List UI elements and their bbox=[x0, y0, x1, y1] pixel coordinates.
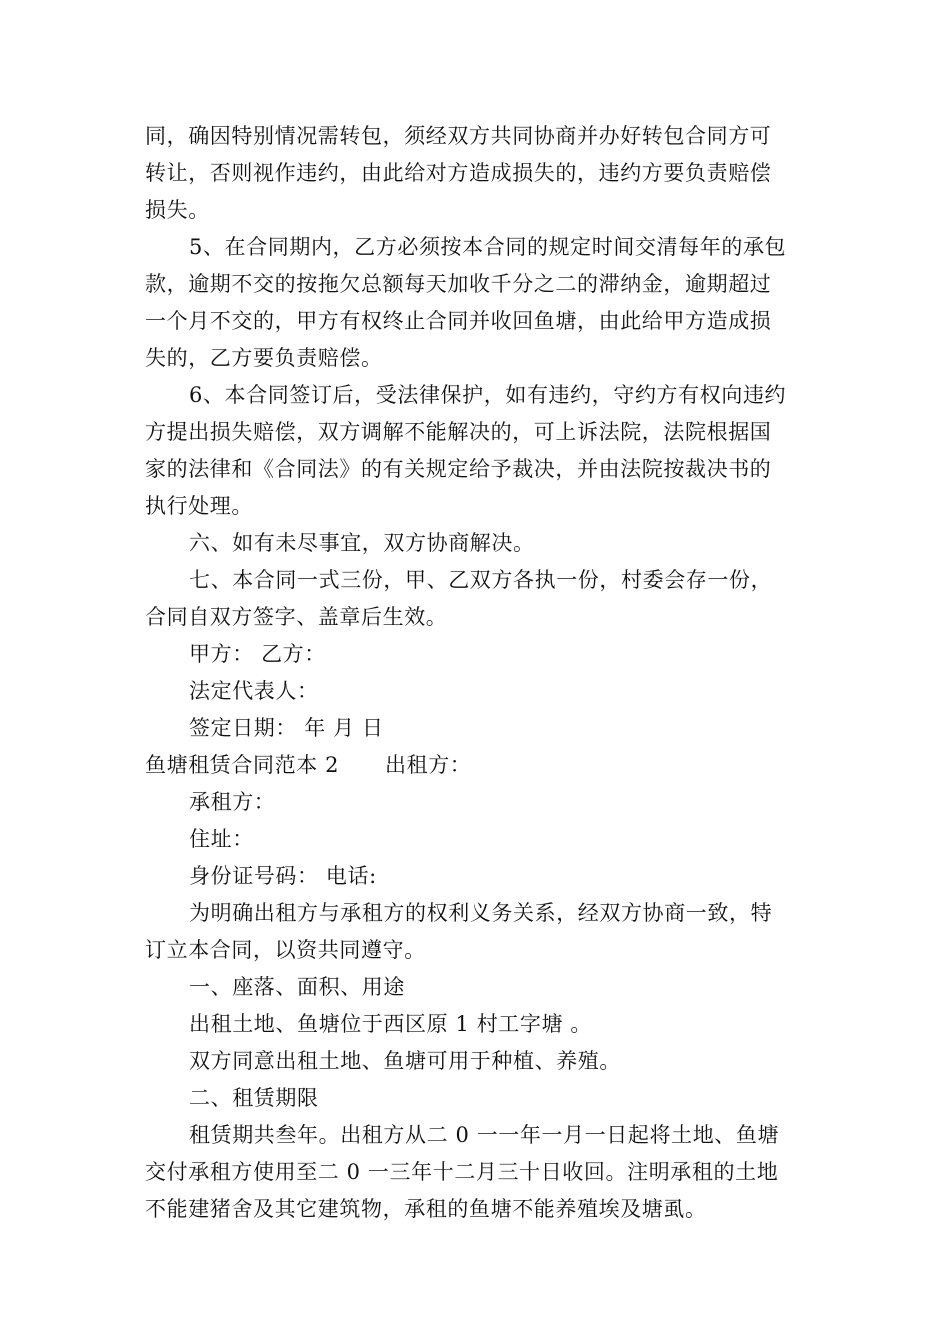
text-line: 家的法律和《合同法》的有关规定给予裁决，并由法院按裁决书的 bbox=[145, 457, 772, 481]
legal-representative-line: 法定代表人： bbox=[189, 679, 319, 703]
text-line: 不能建猪舍及其它建筑物，承租的鱼塘不能养殖埃及塘虱。 bbox=[145, 1197, 707, 1221]
clause-seven-line: 七、本合同一式三份，甲、乙双方各执一份，村委会存一份， bbox=[189, 568, 773, 592]
section-heading-1: 一、座落、面积、用途 bbox=[189, 975, 405, 999]
text-line: 损失。 bbox=[145, 198, 210, 222]
text-line: 一个月不交的，甲方有权终止合同并收回鱼塘，由此给甲方造成损 bbox=[145, 309, 772, 333]
lessor-label: 出租方： bbox=[385, 753, 472, 777]
preamble-line: 为明确出租方与承租方的权利义务关系，经双方协商一致，特 bbox=[189, 901, 773, 925]
lessee-label: 承租方： bbox=[189, 790, 276, 814]
text-line: 转让，否则视作违约，由此给对方造成损失的，违约方要负责赔偿 bbox=[145, 161, 772, 185]
clause-5-line: 5、在合同期内，乙方必须按本合同的规定时间交清每年的承包 bbox=[189, 235, 787, 259]
clause-six-line: 六、如有未尽事宜，双方协商解决。 bbox=[189, 531, 535, 555]
usage-line: 双方同意出租土地、鱼塘可用于种植、养殖。 bbox=[189, 1049, 621, 1073]
text-line: 款，逾期不交的按拖欠总额每天加收千分之二的滞纳金，逾期超过 bbox=[145, 272, 772, 296]
contract-title-row bbox=[145, 747, 810, 784]
sign-date-line: 签定日期： 年 月 日 bbox=[189, 716, 384, 740]
text-line: 执行处理。 bbox=[145, 494, 253, 518]
text-line: 订立本合同，以资共同遵守。 bbox=[145, 938, 426, 962]
clause-6-line: 6、本合同签订后，受法律保护，如有违约，守约方有权向违约 bbox=[189, 383, 787, 407]
id-phone-label: 身份证号码： 电话: bbox=[189, 864, 377, 888]
document-body bbox=[145, 118, 810, 1228]
address-label: 住址： bbox=[189, 827, 254, 851]
text-line: 合同自双方签字、盖章后生效。 bbox=[145, 605, 448, 629]
text-line: 失的，乙方要负责赔偿。 bbox=[145, 346, 383, 370]
text-line: 方提出损失赔偿，双方调解不能解决的，可上诉法院，法院根据国 bbox=[145, 420, 772, 444]
party-signature-line: 甲方： 乙方： bbox=[189, 642, 326, 666]
lease-term-line: 租赁期共叁年。出租方从二 0 一一年一月一日起将土地、鱼塘 bbox=[189, 1123, 780, 1147]
location-line: 出租土地、鱼塘位于西区原 1 村工字塘 。 bbox=[189, 1012, 592, 1036]
text-line: 交付承租方使用至二 0 一三年十二月三十日收回。注明承租的土地 bbox=[145, 1160, 779, 1184]
contract-title: 鱼塘租赁合同范本 2 bbox=[145, 753, 340, 777]
section-heading-2: 二、租赁期限 bbox=[189, 1086, 319, 1110]
text-line: 同，确因特别情况需转包，须经双方共同协商并办好转包合同方可 bbox=[145, 124, 772, 148]
